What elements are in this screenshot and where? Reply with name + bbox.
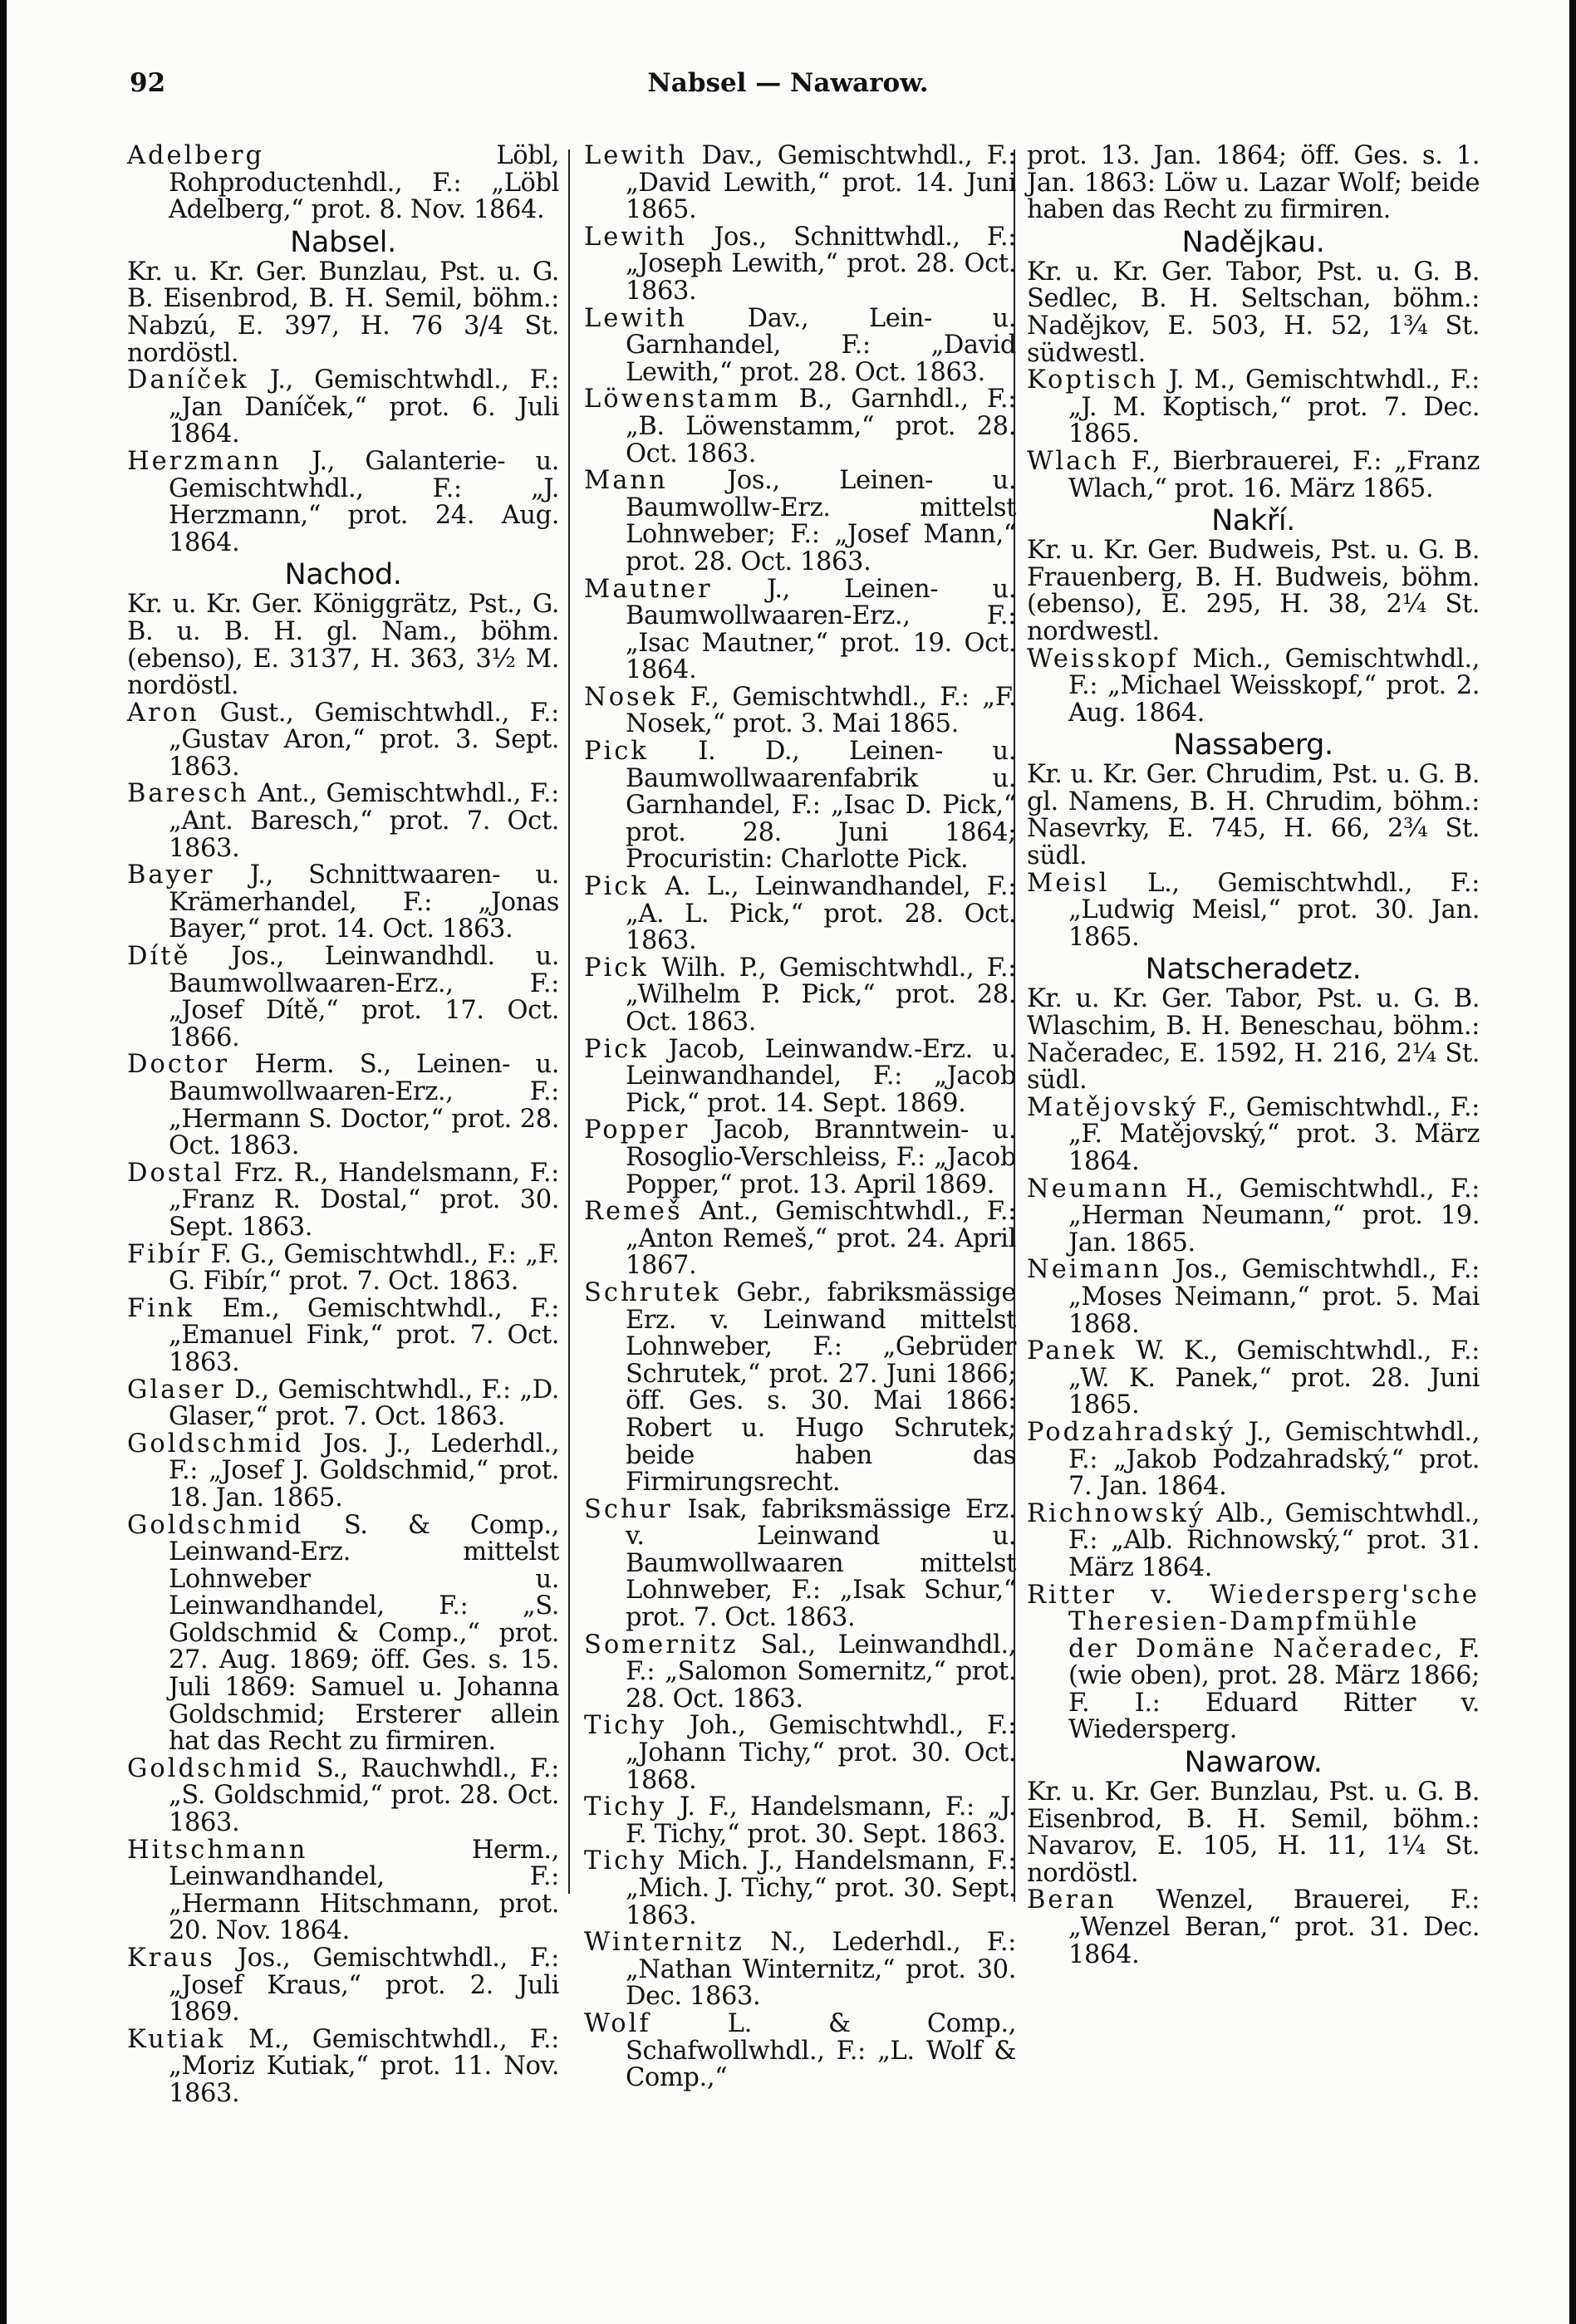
entry-text: Jos., Gemischtwhdl., F.: „Josef Kraus,“ prot. 2. Juli 1869. xyxy=(169,1944,559,2027)
directory-entry xyxy=(127,1293,559,1377)
entry-text: Gust., Gemischtwhdl., F.: „Gustav Aron,“ prot. 3. Sept. 1863. xyxy=(169,698,559,782)
entry-text: A. L., Leinwandhandel, F.: „A. L. Pick,“ prot. 28. Oct. 1863. xyxy=(626,872,1016,956)
entry-text: Jos., Gemischtwhdl., F.: „Moses Neimann,“ prot. 5. Mai 1868. xyxy=(1068,1255,1480,1339)
entry-name: Podzahradský xyxy=(1027,1417,1235,1447)
directory-entry xyxy=(584,1848,1016,1929)
directory-entry xyxy=(1027,1092,1480,1176)
directory-entry xyxy=(127,781,559,862)
entry-name: Schrutek xyxy=(584,1277,721,1307)
entry-name: Tichy xyxy=(584,1711,667,1741)
entry-text: W. K., Gemischtwhdl., F.: „W. K. Panek,“ prot. 28. Juni 1865. xyxy=(1068,1336,1480,1420)
entry-text: Herm., Leinwandhandel, F.: „Hermann Hitschmann, prot. 20. Nov. 1864. xyxy=(169,1835,559,1946)
directory-entry xyxy=(127,1239,559,1297)
entry-text: Dav., Lein- u. Garnhandel, F.: „David Lewith,“ prot. 28. Oct. 1863. xyxy=(626,303,1016,387)
entry-name: Dostal xyxy=(127,1158,224,1188)
place-heading: Nassaberg. xyxy=(1173,728,1333,762)
entry-text: Jos., Leinen- u. Baumwollw-Erz. mittelst Lohnweber; F.: „Josef Mann,“ prot. 28. Oct. 1863. xyxy=(626,466,1016,576)
entry-text: F. (wie oben), prot. 28. März 1866; F. I.: Eduard Ritter v. Wiedersperg. xyxy=(1068,1634,1480,1745)
directory-entry xyxy=(584,738,1016,874)
entry-text: Ant., Gemischtwhdl., F.: „Ant. Baresch,“ prot. 7. Oct. 1863. xyxy=(169,779,559,863)
entry-name: Pick xyxy=(584,1034,649,1064)
entry-text: Jos., Leinwandhdl. u. Baumwollwaaren-Erz., F.: „Josef Dítě,“ prot. 17. Oct. 1866. xyxy=(169,942,559,1052)
entry-text: Alb., Gemischtwhdl., F.: „Alb. Richnowský,“ prot. 31. März 1864. xyxy=(1068,1498,1480,1582)
directory-entry xyxy=(584,303,1016,387)
column-2 xyxy=(584,143,1016,2092)
entry-name: Kraus xyxy=(127,1944,215,1973)
directory-entry xyxy=(584,468,1016,576)
directory-entry xyxy=(127,1945,559,2027)
directory-entry xyxy=(127,700,559,782)
directory-entry xyxy=(127,446,559,557)
entry-text: J., Gemischtwhdl., F.: „Jakob Podzahradský,“ prot. 7. Jan. 1864. xyxy=(1068,1417,1480,1502)
entry-name: Goldschmid xyxy=(127,1510,304,1540)
entry-text: Wenzel, Brauerei, F.: „Wenzel Beran,“ prot. 31. Dec. 1864. xyxy=(1068,1885,1480,1969)
directory-entry xyxy=(1027,1338,1480,1419)
entry-name: Schur xyxy=(584,1494,673,1524)
entry-name: Aron xyxy=(127,698,199,728)
entry-name: Wolf xyxy=(584,2008,651,2038)
entry-text: F., Gemischtwhdl., F.: „F. Matějovský,“ prot. 3. März 1864. xyxy=(1068,1092,1480,1176)
directory-entry xyxy=(127,1377,559,1431)
entry-name: Matějovský xyxy=(1027,1092,1199,1122)
place-description: Kr. u. Kr. Ger. Tabor, Pst. u. G. B. Wlaschim, B. H. Beneschau, böhm.: Načeradec, E. 1592, H. 216, 2¼ St. südl. xyxy=(1027,984,1480,1096)
entry-text: D., Gemischtwhdl., F.: „D. Glaser,“ prot. 7. Oct. 1863. xyxy=(169,1375,559,1432)
entry-text: Joh., Gemischtwhdl., F.: „Johann Tichy,“ prot. 30. Oct. 1868. xyxy=(626,1711,1016,1795)
directory-entry xyxy=(1027,1257,1480,1338)
entry-text: Mich., Gemischtwhdl., F.: „Michael Weisskopf,“ prot. 2. Aug. 1864. xyxy=(1068,644,1480,728)
place-heading: Nadějkau. xyxy=(1181,225,1325,259)
place-description: Kr. u. Kr. Ger. Budweis, Pst. u. G. B. Frauenberg, B. H. Budweis, böhm. (ebenso), E. 295, H. 38, 2¼ St. nordwestl. xyxy=(1027,536,1480,646)
entry-name: Pick xyxy=(584,737,649,767)
directory-entry xyxy=(1027,1176,1480,1258)
entry-text: J. M., Gemischtwhdl., F.: „J. M. Koptisch,“ prot. 7. Dec. 1865. xyxy=(1068,365,1480,449)
entry-text: B., Garnhdl., F.: „B. Löwenstamm,“ prot. 28. Oct. 1863. xyxy=(626,385,1016,468)
entry-text: J., Galanterie- u. Gemischtwhdl., F.: „J. Herzmann,“ prot. 24. Aug. 1864. xyxy=(169,446,559,557)
directory-entry xyxy=(584,1794,1016,1848)
entry-text: S., Rauchwhdl., F.: „S. Goldschmid,“ prot. 28. Oct. 1863. xyxy=(169,1753,559,1838)
directory-entry xyxy=(1027,367,1480,449)
entry-text: Jacob, Branntwein- u. Rosoglio-Verschleiss, F.: „Jacob Popper,“ prot. 13. April 1869. xyxy=(626,1115,1016,1199)
entry-text: J., Schnittwaaren- u. Krämerhandel, F.: „Jonas Bayer,“ prot. 14. Oct. 1863. xyxy=(169,860,559,944)
entry-name: Doctor xyxy=(127,1050,230,1080)
entry-text: Isak, fabriksmässige Erz. v. Leinwand u. Baumwollwaaren mittelst Lohnweber, F.: „Isak Schur,“ prot. 7. Oct. 1863. xyxy=(626,1494,1016,1633)
entry-text: Frz. R., Handelsmann, F.: „Franz R. Dostal,“ prot. 30. Sept. 1863. xyxy=(169,1158,559,1242)
directory-entry xyxy=(127,367,559,449)
entry-text: Ant., Gemischtwhdl., F.: „Anton Remeš,“ prot. 24. April 1867. xyxy=(626,1197,1016,1281)
place-heading: Natscheradetz. xyxy=(1145,953,1362,987)
entry-name: Baresch xyxy=(127,779,249,809)
place-description: Kr. u. Kr. Ger. Tabor, Pst. u. G. B. Sedlec, B. H. Seltschan, böhm.: Nadějkov, E. 503, H. 52, 1¾ St. südwestl. xyxy=(1027,257,1480,368)
entry-name: Wlach xyxy=(1027,446,1120,476)
entry-name: Panek xyxy=(1027,1336,1117,1366)
entry-text: Sal., Leinwandhdl., F.: „Salomon Somernitz,“ prot. 28. Oct. 1863. xyxy=(626,1630,1016,1714)
page-number: 92 xyxy=(130,68,166,98)
directory-entry xyxy=(584,684,1016,738)
entry-name: Ritter v. Wiedersperg'sche Theresien-Dampfmühle der Domäne Načeradec, xyxy=(1027,1580,1480,1664)
entry-name: Herzmann xyxy=(127,446,282,476)
entry-name: Nosek xyxy=(584,682,678,712)
directory-entry xyxy=(1027,446,1480,503)
column-rule xyxy=(568,150,570,1894)
entry-text: J., Leinen- u. Baumwollwaaren-Erz., F.: „Isac Mautner,“ prot. 19. Oct. 1864. xyxy=(626,574,1016,685)
entry-text: Löbl, Rohproductenhdl., F.: „Löbl Adelberg,“ prot. 8. Nov. 1864. xyxy=(169,141,559,225)
entry-name: Hitschmann xyxy=(127,1835,308,1865)
entry-name: Richnowský xyxy=(1027,1498,1205,1528)
directory-entry xyxy=(127,143,559,224)
entry-name: Daníček xyxy=(127,365,249,395)
entry-text: Herm. S., Leinen- u. Baumwollwaaren-Erz., F.: „Hermann S. Doctor,“ prot. 28. Oct. 1863. xyxy=(169,1050,559,1161)
entry-name: Bayer xyxy=(127,860,215,890)
column-3 xyxy=(1027,143,1480,1969)
entry-text: F., Gemischtwhdl., F.: „F. Nosek,“ prot. 3. Mai 1865. xyxy=(626,682,1016,739)
entry-text: Mich. J., Handelsmann, F.: „Mich. J. Tichy,“ prot. 30. Sept. 1863. xyxy=(626,1846,1016,1930)
entry-name: Pick xyxy=(584,953,649,983)
entry-text: L. & Comp., Schafwollwhdl., F.: „L. Wolf & Comp.,“ xyxy=(626,2008,1016,2093)
directory-entry xyxy=(584,1277,1016,1498)
book-page xyxy=(7,0,1569,2324)
directory-entry xyxy=(127,944,559,1052)
entry-name: Popper xyxy=(584,1115,690,1145)
directory-entry xyxy=(127,1837,559,1945)
entry-text: M., Gemischtwhdl., F.: „Moriz Kutiak,“ prot. 11. Nov. 1863. xyxy=(169,2024,559,2108)
directory-entry xyxy=(584,1632,1016,1714)
directory-entry xyxy=(127,2024,559,2108)
entry-name: Winternitz xyxy=(584,1928,744,1958)
entry-name: Kutiak xyxy=(127,2024,226,2054)
entry-text: Jos., Schnittwhdl., F.: „Joseph Lewith,“ prot. 28. Oct. 1863. xyxy=(626,222,1016,306)
entry-name: Remeš xyxy=(584,1197,683,1227)
entry-text: S. & Comp., Leinwand-Erz. mittelst Lohnweber u. Leinwandhandel, F.: „S. Goldschmid & Comp.,“ prot. 27. Aug. 1869; öff. Ges. s. 15. Juli 1869: Samuel u. Johanna Goldschmid; Ersterer allein hat das Recht zu firmiren. xyxy=(169,1510,559,1757)
entry-name: Neumann xyxy=(1027,1174,1170,1204)
place-description: prot. 13. Jan. 1864; öff. Ges. s. 1. Jan. 1863: Löw u. Lazar Wolf; beide haben das Recht zu firmiren. xyxy=(1027,141,1480,225)
directory-entry xyxy=(584,224,1016,306)
directory-entry xyxy=(584,1713,1016,1794)
entry-name: Dítě xyxy=(127,942,191,972)
directory-entry xyxy=(584,2008,1016,2093)
entry-name: Neimann xyxy=(1027,1255,1161,1285)
place-heading: Nakří. xyxy=(1211,504,1295,538)
directory-entry xyxy=(127,1160,559,1242)
entry-name: Adelberg xyxy=(127,141,265,170)
entry-text: J. F., Handelsmann, F.: „J. F. Tichy,“ prot. 30. Sept. 1863. xyxy=(626,1792,1016,1849)
entry-name: Fibír xyxy=(127,1239,202,1269)
entry-name: Meisl xyxy=(1027,868,1110,898)
entry-name: Fink xyxy=(127,1293,195,1323)
entry-name: Mautner xyxy=(584,574,713,604)
entry-name: Somernitz xyxy=(584,1630,739,1660)
directory-entry xyxy=(584,1034,1016,1118)
entry-name: Lewith xyxy=(584,141,688,170)
entry-name: Glaser xyxy=(127,1375,226,1405)
entry-text: N., Lederhdl., F.: „Nathan Winternitz,“ prot. 30. Dec. 1863. xyxy=(626,1928,1016,2012)
directory-entry xyxy=(1027,1498,1480,1582)
place-description: Kr. u. Kr. Ger. Bunzlau, Pst. u. G. B. Eisenbrod, B. H. Semil, böhm.: Navarov, E. 105, H. 11, 1¼ St. nordöstl. xyxy=(1027,1777,1480,1888)
entry-name: Tichy xyxy=(584,1846,667,1876)
entry-text: F., Bierbrauerei, F.: „Franz Wlach,“ prot. 16. März 1865. xyxy=(1068,446,1480,503)
column-1 xyxy=(127,143,559,2108)
directory-entry xyxy=(584,1117,1016,1199)
page-header xyxy=(7,68,1569,110)
directory-entry xyxy=(584,576,1016,684)
entry-name: Mann xyxy=(584,466,668,496)
entry-text: Em., Gemischtwhdl., F.: „Emanuel Fink,“ prot. 7. Oct. 1863. xyxy=(169,1293,559,1377)
entry-name: Tichy xyxy=(584,1792,667,1822)
directory-entry xyxy=(584,386,1016,468)
entry-text: Jos. J., Lederhdl., F.: „Josef J. Goldschmid,“ prot. 18. Jan. 1865. xyxy=(169,1429,559,1513)
entry-name: Goldschmid xyxy=(127,1429,304,1459)
page-title: Nabsel — Nawarow. xyxy=(647,68,929,98)
entry-text: Dav., Gemischtwhdl., F.: „David Lewith,“ prot. 14. Juni 1865. xyxy=(626,141,1016,225)
directory-entry xyxy=(584,955,1016,1037)
entry-name: Lewith xyxy=(584,303,688,333)
entry-text: L., Gemischtwhdl., F.: „Ludwig Meisl,“ prot. 30. Jan. 1865. xyxy=(1068,868,1480,952)
entry-name: Löwenstamm xyxy=(584,385,781,414)
place-heading: Nawarow. xyxy=(1184,1746,1323,1780)
entry-name: Goldschmid xyxy=(127,1753,304,1783)
directory-entry xyxy=(1027,1582,1480,1745)
directory-entry xyxy=(1027,1887,1480,1969)
entry-text: J., Gemischtwhdl., F.: „Jan Daníček,“ prot. 6. Juli 1864. xyxy=(169,365,559,449)
entry-text: H., Gemischtwhdl., F.: „Herman Neumann,“ prot. 19. Jan. 1865. xyxy=(1068,1174,1480,1258)
directory-entry xyxy=(127,862,559,944)
place-heading: Nabsel. xyxy=(290,225,396,259)
entry-name: Lewith xyxy=(584,222,688,252)
entry-text: Jacob, Leinwandw.-Erz. u. Leinwandhandel, F.: „Jacob Pick,“ prot. 14. Sept. 1869. xyxy=(626,1034,1016,1118)
directory-entry xyxy=(1027,1419,1480,1501)
directory-entry xyxy=(584,1199,1016,1280)
entry-name: Weisskopf xyxy=(1027,644,1179,674)
place-description: Kr. u. Kr. Ger. Chrudim, Pst. u. G. B. gl. Namens, B. H. Chrudim, böhm.: Nasevrky, E. 745, H. 66, 2¾ St. südl. xyxy=(1027,760,1480,871)
directory-entry xyxy=(584,143,1016,224)
directory-entry xyxy=(127,1431,559,1513)
entry-name: Pick xyxy=(584,872,649,902)
entry-text: Wilh. P., Gemischtwhdl., F.: „Wilhelm P. Pick,“ prot. 28. Oct. 1863. xyxy=(626,953,1016,1037)
directory-entry xyxy=(584,1494,1016,1633)
directory-entry xyxy=(584,1929,1016,2011)
place-description: Kr. u. Kr. Ger. Bunzlau, Pst. u. G. B. Eisenbrod, B. H. Semil, böhm.: Nabzú, E. 397, H. 76 3/4 St. nordöstl. xyxy=(127,257,559,368)
place-heading: Nachod. xyxy=(284,558,402,592)
entry-name: Koptisch xyxy=(1027,365,1159,395)
entry-text: F. G., Gemischtwhdl., F.: „F. G. Fibír,“ prot. 7. Oct. 1863. xyxy=(169,1239,559,1297)
directory-entry xyxy=(127,1510,559,1757)
directory-entry xyxy=(127,1052,559,1160)
entry-text: I. D., Leinen- u. Baumwollwaarenfabrik u. Garnhandel, F.: „Isac D. Pick,“ prot. 28. Juni 1864; Procuristin: Charlotte Pick. xyxy=(626,737,1016,875)
place-description: Kr. u. Kr. Ger. Königgrätz, Pst., G. B. u. B. H. gl. Nam., böhm. (ebenso), E. 3137, H. 363, 3½ M. nordöstl. xyxy=(127,590,559,701)
entry-name: Beran xyxy=(1027,1885,1117,1915)
directory-entry xyxy=(584,874,1016,955)
directory-entry xyxy=(127,1753,559,1838)
entry-text: Gebr., fabriksmässige Erz. v. Leinwand mittelst Lohnweber, F.: „Gebrüder Schrutek,“ prot. 27. Juni 1866; öff. Ges. s. 30. Mai 1866: Robert u. Hugo Schrutek; beide haben das Firmirungsrecht. xyxy=(626,1277,1016,1498)
directory-entry xyxy=(1027,646,1480,728)
directory-entry xyxy=(1027,870,1480,952)
